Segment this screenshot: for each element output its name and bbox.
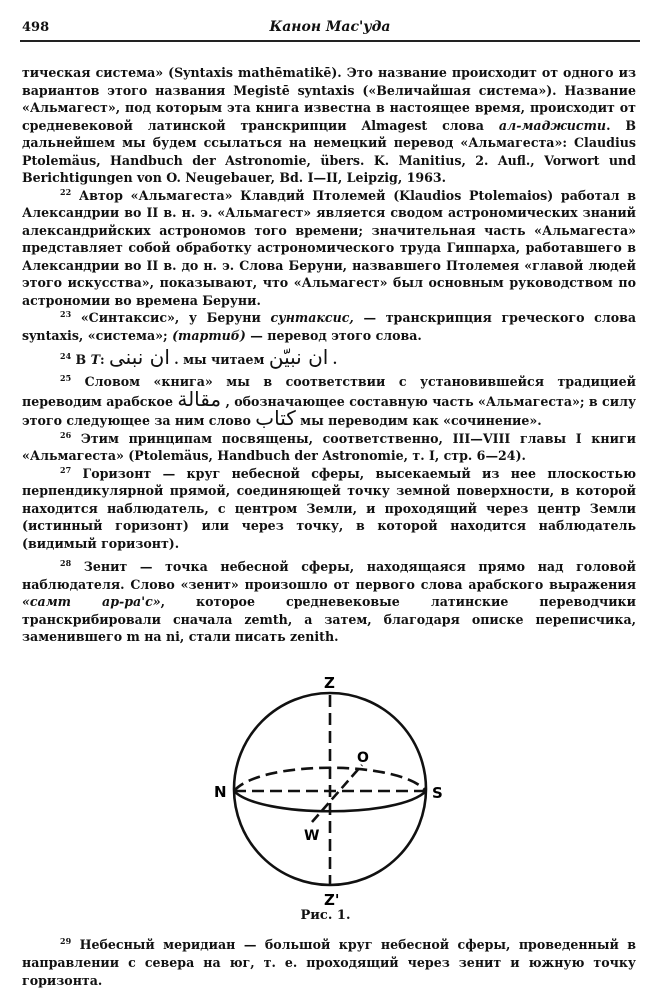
label-nadir: Z' (324, 891, 340, 908)
footnote-number: 25 (60, 373, 72, 383)
east-west-axis (312, 765, 362, 822)
arabic-text: ان نبيّن (268, 345, 329, 369)
running-title: Канон Мас'уда (269, 19, 391, 35)
page-number: 498 (22, 20, 50, 35)
label-zenith: Z (324, 674, 335, 692)
label-east: O (357, 750, 369, 766)
paragraph-continued: тическая система» (Syntaxis mathēmatikē). Это название происходит от одного из вариантов этого названия Megistē syntaxis («Величайшая система»). Название «Альмагест», под которым эта книга известна в настоящее время, происходит от средневековой латинской транскрипции Almagest слова ал-маджисти. В дальнейшем мы будем ссылаться на немецкий перевод «Альмагеста»: Claudius Ptolemäus, Handbuch der Astronomie, übers. K. Manitius, 2. Aufl., Vorwort und Berichtigungen von O. Neugebauer, Bd. I—II, Leipzig, 1963. (22, 65, 636, 185)
label-south: S (432, 784, 443, 802)
footnote-number: 29 (60, 936, 72, 946)
footnote-number: 22 (60, 186, 72, 197)
footnote-number: 26 (60, 429, 72, 440)
label-north: N (214, 783, 227, 801)
footnote-number: 28 (60, 558, 72, 568)
arabic-text: كتاب (255, 406, 296, 430)
footnotes-body (22, 64, 636, 646)
footnote-25: $^{25}$ Словом «книга» мы в соответствии с установившейся традицией переводим арабское مقالة , обозначающее составную часть «Альмагеста»; в силу этого следующее за ним слово كتاب мы переводим как «сочинение». (22, 373, 637, 430)
footnote-number: 23 (60, 309, 72, 319)
arabic-text: مقالة (177, 386, 222, 411)
footnote-number: 27 (60, 464, 72, 475)
figure-caption: Рис. 1. (300, 908, 351, 923)
arabic-text: ان نبنى (108, 345, 170, 369)
celestial-sphere-figure (200, 668, 460, 908)
footnote-29: $^{29}$ Небесный меридиан — большой круг небесной сферы, проведенный в направлении с севера на юг, т. е. проходящий через зенит и южную точку горизонта. (22, 936, 637, 988)
footnote-24: $^{24}$ В T: ان نبنى . мы читаем ان نبيّن . (60, 345, 338, 369)
footnote-number: 24 (60, 351, 72, 361)
footnote-22: $^{22}$ Автор «Альмагеста» Клавдий Птолемей (Klaudios Ptolemaios) работал в Александрии во II в. н. э. «Альмагест» является сводом астрономических знаний александрийских астрономов того времени; значительная часть «Альмагеста» представляет собой обработку астрономического труда Гиппарха, работавшего в Александрии во II в. до н. э. Слова Беруни, назвавшего Птолемея «главой людей этого искусства», показывают, что «Альмагест» был основным руководством по астрономии во времена Беруни. (22, 186, 636, 308)
footnotes-bottom (22, 936, 636, 990)
footnote-26: $^{26}$ Этим принципам посвящены, соответственно, III—VIII главы I книги «Альмагеста» (Ptolemäus, Handbuch der Astronomie, т. I, стр. 6—24). (22, 429, 637, 463)
footnote-23: $^{23}$ «Синтаксис», у Беруни сунтаксис, — транскрипция греческого слова syntaxis, «система»; (тартиб) — перевод этого слова. (22, 309, 637, 343)
footnote-28: $^{28}$ Зенит — точка небесной сферы, находящаяся прямо над головой наблюдателя. Слово «зенит» произошло от первого слова арабского выражения «самт ар-ра'с», которое средневековые латинские переводчики транскрибировали сначала zemth, а затем, благодаря описке переписчика, заменившего m на ni, стали писать zenith. (22, 558, 636, 644)
footnote-27: $^{27}$ Горизонт — круг небесной сферы, высекаемый из нее плоскостью перпендикулярной прямой, соединяющей точку земной поверхности, в которой находится наблюдатель, с центром Земли, и проходящий через центр Земли (истинный горизонт) или через точку, в которой находится наблюдатель (видимый горизонт). (22, 464, 636, 551)
label-west: W (304, 828, 320, 844)
page-header (20, 14, 640, 42)
